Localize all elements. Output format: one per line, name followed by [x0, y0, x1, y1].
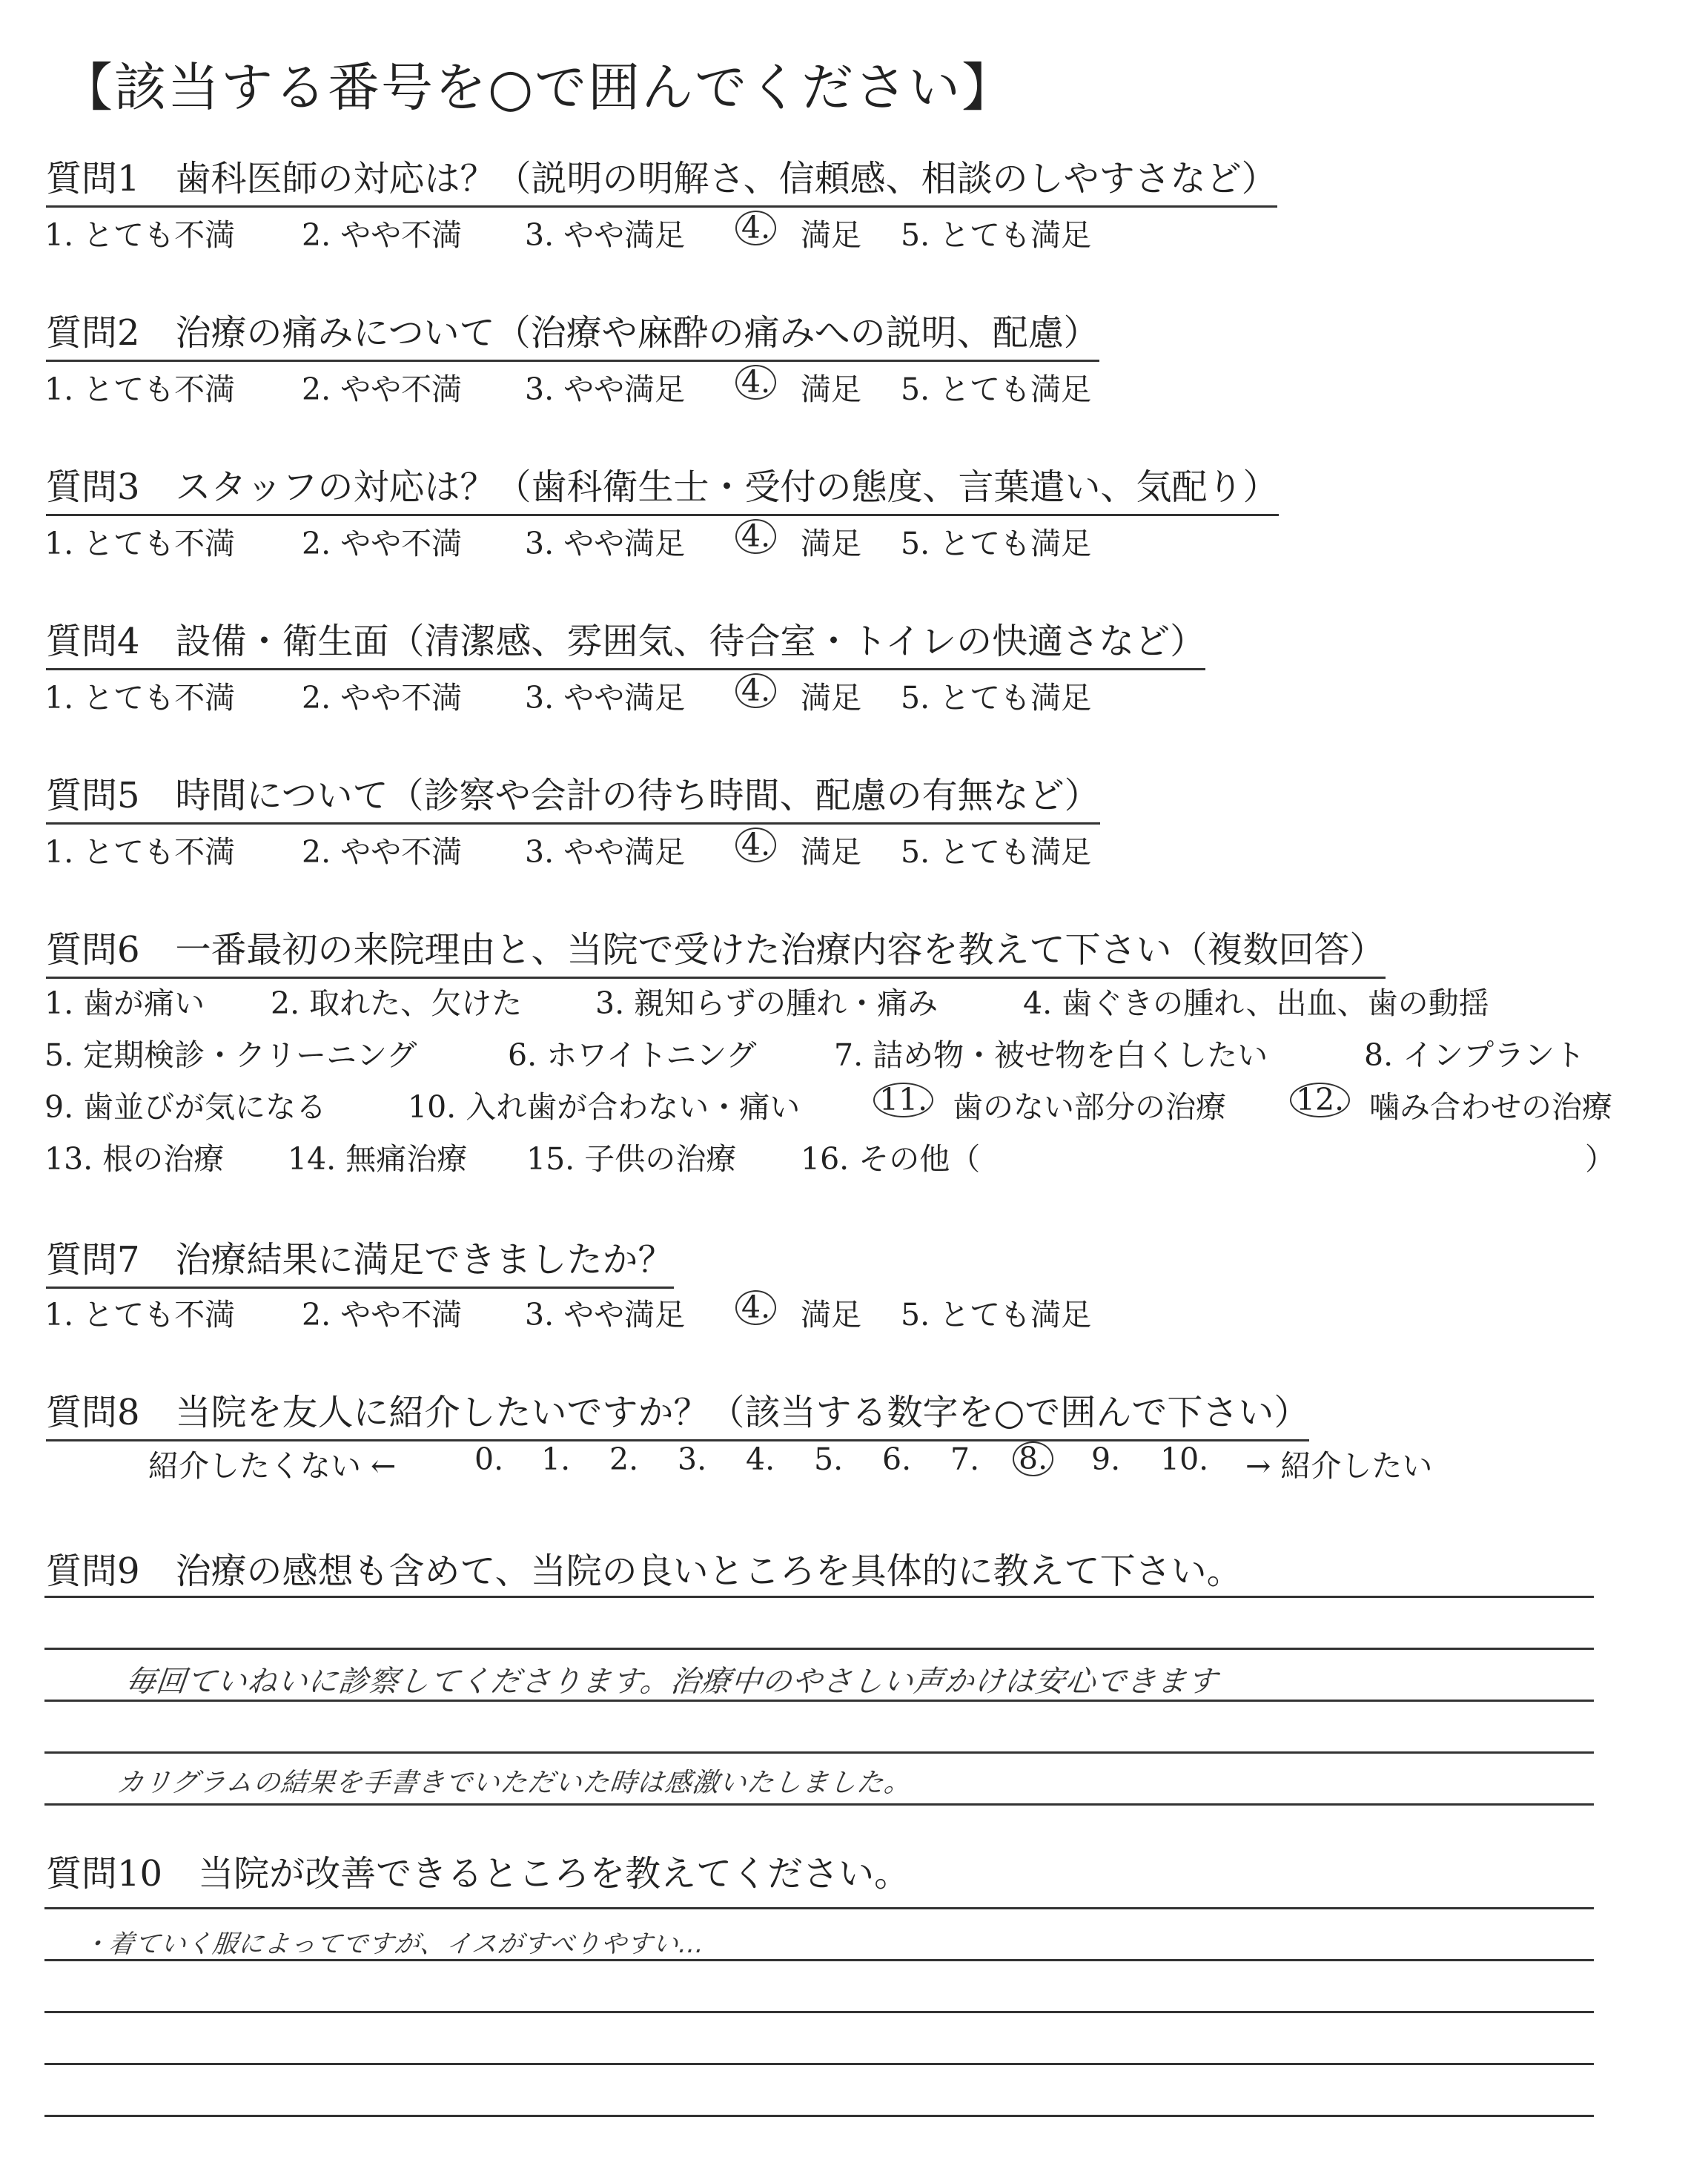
scale-number[interactable]: 5. — [814, 1441, 844, 1477]
option-5[interactable]: 5. とても満足 — [901, 526, 1092, 561]
option-3[interactable]: 3. やや満足 — [525, 371, 686, 407]
page-title: 【該当する番号を○で囲んでください】 — [61, 57, 1016, 118]
option-5[interactable]: 5. とても満足 — [901, 217, 1092, 253]
answer-line — [44, 1907, 1594, 1909]
option-1[interactable]: 1. とても不満 — [44, 834, 236, 870]
scale-number-circled[interactable]: 8. — [1013, 1441, 1053, 1476]
scale-number[interactable]: 9. — [1091, 1441, 1121, 1477]
option-4-label: 満足 — [801, 371, 861, 407]
treatment-option-12-circled[interactable]: 12. — [1290, 1083, 1350, 1117]
option-4-label: 満足 — [801, 680, 861, 716]
answer-line — [44, 1751, 1594, 1754]
option-4-label: 満足 — [801, 217, 861, 253]
treatment-option[interactable]: 2. 取れた、欠けた — [271, 985, 523, 1021]
question-5-heading: 質問5 時間について（診察や会計の待ち時間、配慮の有無など） — [46, 767, 1100, 825]
scale-left-label: 紹介したくない ← — [148, 1448, 397, 1484]
treatment-option[interactable]: 4. 歯ぐきの腫れ、出血、歯の動揺 — [1023, 985, 1489, 1021]
option-4-label: 満足 — [801, 1297, 861, 1332]
treatment-option[interactable]: 14. 無痛治療 — [288, 1141, 468, 1177]
answer-line — [44, 1648, 1594, 1650]
question-9-heading: 質問9 治療の感想も含めて、当院の良いところを具体的に教えて下さい。 — [46, 1550, 1242, 1592]
scale-number[interactable]: 1. — [541, 1441, 571, 1477]
treatment-option-other[interactable]: 16. その他（ — [801, 1141, 981, 1177]
option-3[interactable]: 3. やや満足 — [525, 1297, 686, 1332]
scale-number[interactable]: 3. — [678, 1441, 707, 1477]
treatment-option[interactable]: 9. 歯並びが気になる — [44, 1089, 327, 1125]
answer-line — [44, 2115, 1594, 2117]
recommend-scale — [148, 1441, 1483, 1486]
other-close-paren: ） — [1585, 1141, 1615, 1177]
option-5[interactable]: 5. とても満足 — [901, 1297, 1092, 1332]
treatment-option[interactable]: 1. 歯が痛い — [44, 985, 205, 1021]
question-4-heading: 質問4 設備・衛生面（清潔感、雰囲気、待合室・トイレの快適さなど） — [46, 612, 1205, 670]
option-4-circled[interactable]: 4. — [735, 1290, 776, 1325]
answer-line — [44, 1959, 1594, 1961]
treatment-option-11-label: 歯のない部分の治療 — [953, 1089, 1226, 1125]
option-2[interactable]: 2. やや不満 — [302, 834, 463, 870]
option-4-label: 満足 — [801, 834, 861, 870]
option-1[interactable]: 1. とても不満 — [44, 1297, 236, 1332]
option-3[interactable]: 3. やや満足 — [525, 526, 686, 561]
scale-number[interactable]: 4. — [746, 1441, 775, 1477]
treatment-option[interactable]: 13. 根の治療 — [44, 1141, 225, 1177]
question-1-heading: 質問1 歯科医師の対応は？（説明の明解さ、信頼感、相談のしやすさなど） — [46, 150, 1277, 208]
answer-line — [44, 1803, 1594, 1806]
option-5[interactable]: 5. とても満足 — [901, 834, 1092, 870]
treatment-option[interactable]: 10. 入れ歯が合わない・痛い — [408, 1089, 801, 1125]
scale-number[interactable]: 0. — [474, 1441, 504, 1477]
question-8-heading: 質問8 当院を友人に紹介したいですか？（該当する数字を○で囲んで下さい） — [46, 1384, 1309, 1441]
option-1[interactable]: 1. とても不満 — [44, 217, 236, 253]
option-3[interactable]: 3. やや満足 — [525, 834, 686, 870]
answer-line — [44, 1700, 1594, 1702]
treatment-option[interactable]: 7. 詰め物・被せ物を白くしたい — [834, 1037, 1268, 1073]
option-1[interactable]: 1. とても不満 — [44, 371, 236, 407]
option-2[interactable]: 2. やや不満 — [302, 680, 463, 716]
question-7-heading: 質問7 治療結果に満足できましたか？ — [46, 1231, 674, 1289]
option-4-circled[interactable]: 4. — [735, 365, 776, 400]
option-2[interactable]: 2. やや不満 — [302, 371, 463, 407]
question-10-heading: 質問10 当院が改善できるところを教えてください。 — [46, 1853, 910, 1895]
treatment-option[interactable]: 8. インプラント — [1364, 1037, 1586, 1073]
q9-answer-line-1[interactable]: 毎回ていねいに診察してくださります。治療中のやさしい声かけは安心できます — [124, 1665, 1219, 1699]
scale-right-label: → 紹介したい — [1245, 1448, 1433, 1484]
answer-line — [44, 2011, 1594, 2013]
treatment-option-11-circled[interactable]: 11. — [873, 1083, 933, 1117]
option-4-circled[interactable]: 4. — [735, 519, 776, 554]
option-3[interactable]: 3. やや満足 — [525, 217, 686, 253]
option-2[interactable]: 2. やや不満 — [302, 1297, 463, 1332]
option-1[interactable]: 1. とても不満 — [44, 680, 236, 716]
option-4-circled[interactable]: 4. — [735, 828, 776, 862]
option-2[interactable]: 2. やや不満 — [302, 526, 463, 561]
question-2-heading: 質問2 治療の痛みについて（治療や麻酔の痛みへの説明、配慮） — [46, 304, 1099, 362]
option-4-label: 満足 — [801, 526, 861, 561]
option-2[interactable]: 2. やや不満 — [302, 217, 463, 253]
treatment-option[interactable]: 15. 子供の治療 — [526, 1141, 737, 1177]
scale-number[interactable]: 7. — [950, 1441, 980, 1477]
option-5[interactable]: 5. とても満足 — [901, 371, 1092, 407]
treatment-option-12-label: 噛み合わせの治療 — [1369, 1089, 1612, 1125]
q10-answer-line-1[interactable]: ・着ていく服によってですが、イスがすべりやすい… — [81, 1929, 706, 1959]
option-4-circled[interactable]: 4. — [735, 211, 776, 245]
option-5[interactable]: 5. とても満足 — [901, 680, 1092, 716]
option-4-circled[interactable]: 4. — [735, 673, 776, 708]
answer-line — [44, 1596, 1594, 1598]
treatment-option[interactable]: 6. ホワイトニング — [508, 1037, 757, 1073]
scale-number[interactable]: 2. — [609, 1441, 639, 1477]
treatment-option[interactable]: 5. 定期検診・クリーニング — [44, 1037, 417, 1073]
treatment-option[interactable]: 3. 親知らずの腫れ・痛み — [595, 985, 939, 1021]
q9-answer-line-2[interactable]: カリグラムの結果を手書きでいただいた時は感激いたしました。 — [115, 1768, 913, 1798]
question-3-heading: 質問3 スタッフの対応は？（歯科衛生士・受付の態度、言葉遣い、気配り） — [46, 458, 1279, 516]
option-1[interactable]: 1. とても不満 — [44, 526, 236, 561]
answer-line — [44, 2063, 1594, 2065]
question-6-heading: 質問6 一番最初の来院理由と、当院で受けた治療内容を教えて下さい（複数回答） — [46, 921, 1386, 979]
scale-number[interactable]: 10. — [1160, 1441, 1209, 1477]
scale-number[interactable]: 6. — [882, 1441, 912, 1477]
option-3[interactable]: 3. やや満足 — [525, 680, 686, 716]
